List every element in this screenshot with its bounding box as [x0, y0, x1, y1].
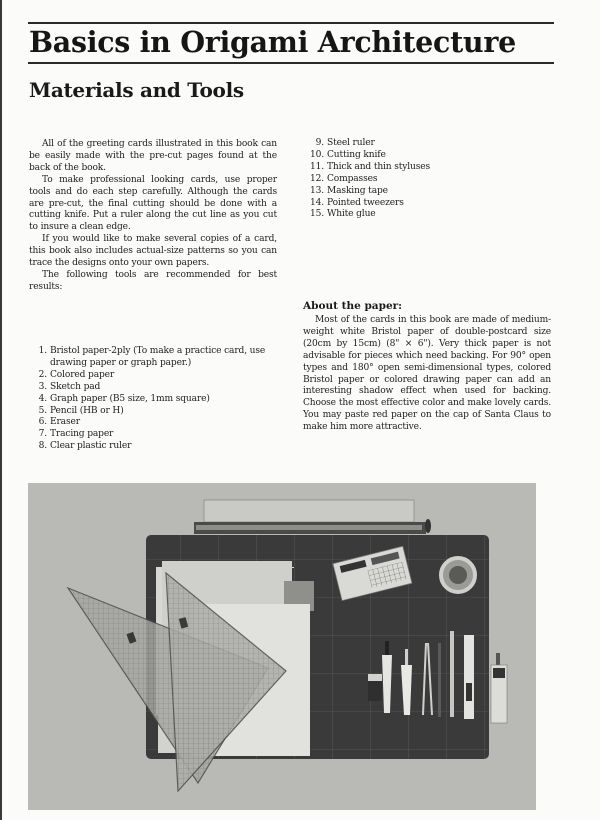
tool-label: White glue — [327, 209, 376, 220]
tool-item — [33, 382, 283, 394]
tool-item — [307, 209, 557, 221]
tool-item — [307, 150, 557, 162]
tool-number: 4. — [38, 393, 47, 404]
intro-text — [29, 139, 277, 294]
tool-label: Steel ruler — [327, 138, 375, 148]
tool-label: Pencil (HB or H) — [50, 405, 124, 416]
tool-item — [307, 198, 557, 210]
page-left-edge — [0, 0, 2, 820]
tool-item — [307, 138, 557, 150]
title-rule-bottom — [28, 62, 554, 64]
intro-paragraph: If you would like to make several copies of a card, this book also includes actual-size patterns so you can trace the designs onto your own papers. — [29, 234, 277, 269]
intro-paragraph: All of the greeting cards illustrated in this book can be easily made with the pre-cut pages found at the back of the book. — [29, 139, 277, 173]
tool-label: Eraser — [50, 417, 80, 428]
tool-label: Colored paper — [50, 369, 115, 380]
tool-label: Thick and thin styluses — [327, 161, 430, 172]
tool-label: Cutting knife — [327, 149, 386, 160]
tool-number: 7. — [38, 429, 47, 440]
section-title: Materials and Tools — [29, 78, 244, 102]
tools-list-left — [33, 346, 283, 453]
tool-number: 9. — [315, 138, 324, 148]
tool-label: Bristol paper-2ply (To make a practice card, use drawing paper or graph paper.) — [50, 346, 266, 368]
tool-number: 10. — [309, 149, 324, 160]
tool-label: Compasses — [327, 173, 378, 184]
tool-item — [307, 162, 557, 174]
tools-list-right — [307, 138, 557, 221]
tool-number: 3. — [38, 381, 47, 392]
tool-item — [33, 441, 283, 453]
tool-label: Masking tape — [327, 185, 388, 196]
tool-item — [307, 186, 557, 198]
about-paper-heading: About the paper: — [303, 300, 403, 312]
tool-number: 8. — [38, 441, 47, 452]
tool-number: 5. — [38, 405, 47, 416]
about-paper-paragraph: Most of the cards in this book are made of medium-weight white Bristol paper of double-postcard size (20cm by 15cm) (8" × 6"). Very thick paper is not advisable for pieces which need backing. For 90° open types and 180° open semi-dimensional types, colored Bristol paper or colored drawing paper can add an interesting shadow effect when used for backing. Choose the most effective color and make lovely cards. You may paste red paper on the cap of Santa Claus to make him more attractive. — [303, 315, 551, 433]
intro-paragraph: To make professional looking cards, use proper tools and do each step carefully. Although the cards are pre-cut, the final cutting should be done with a cutting knife. Put a ruler along the cut line as you cut to insure a clean edge. — [29, 174, 277, 233]
tool-number: 2. — [38, 369, 47, 380]
intro-paragraph: The following tools are recommended for best results: — [29, 269, 277, 292]
tool-number: 11. — [309, 161, 324, 172]
tool-label: Clear plastic ruler — [50, 441, 132, 452]
tool-item — [33, 406, 283, 418]
about-paper-text — [303, 315, 551, 434]
tool-number: 15. — [309, 209, 324, 220]
tool-item — [33, 346, 283, 370]
tool-number: 13. — [309, 185, 324, 196]
tool-item — [33, 429, 283, 441]
tool-label: Tracing paper — [50, 429, 114, 440]
tool-number: 14. — [309, 197, 324, 208]
tool-number: 6. — [38, 417, 47, 428]
tool-number: 1. — [38, 346, 47, 356]
tool-item — [33, 417, 283, 429]
tool-label: Graph paper (B5 size, 1mm square) — [50, 393, 210, 404]
tool-number: 12. — [309, 173, 324, 184]
photo-illustration — [28, 483, 536, 810]
tool-item — [33, 394, 283, 406]
tool-label: Pointed tweezers — [327, 197, 404, 208]
tools-photograph — [28, 483, 536, 810]
tool-item — [33, 370, 283, 382]
tool-label: Sketch pad — [50, 381, 101, 392]
page-title: Basics in Origami Architecture — [29, 25, 516, 59]
tool-item — [307, 174, 557, 186]
